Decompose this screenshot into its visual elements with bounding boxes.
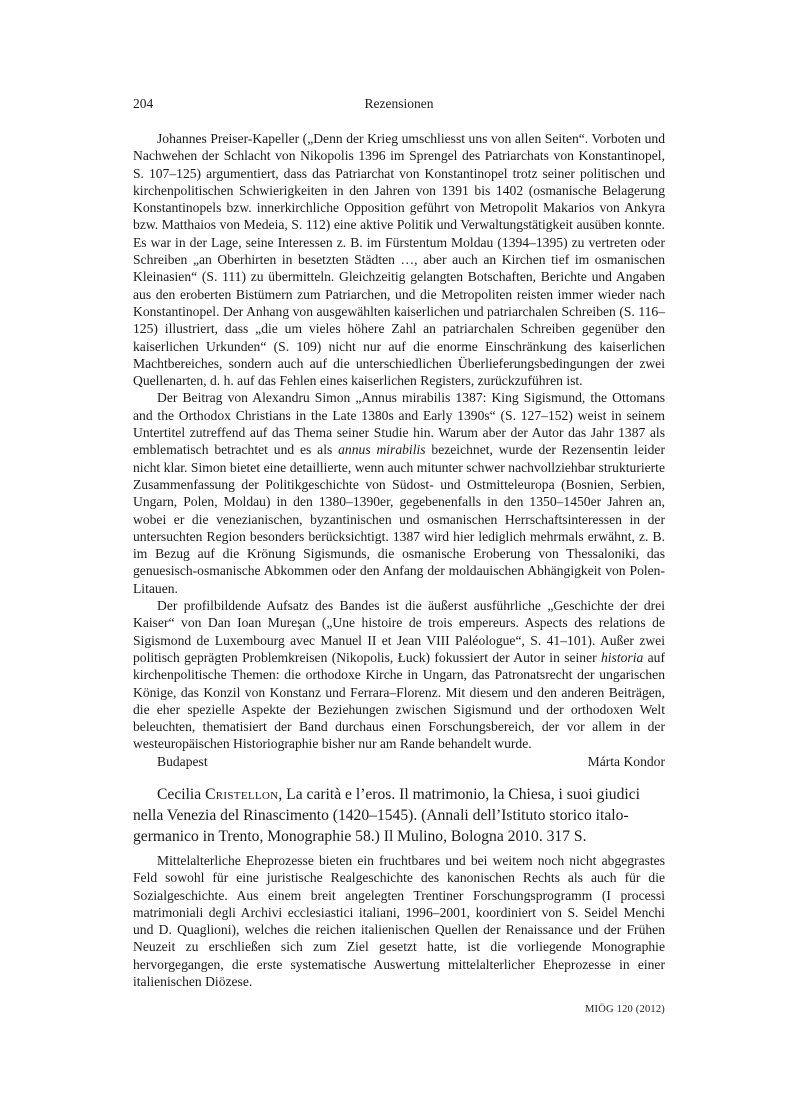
section-title: Rezensionen bbox=[364, 96, 434, 111]
paragraph-cristellon: Mittelalterliche Eheprozesse bieten ein fruchtbares und bei weitem noch nicht abgegrastes Feld sowohl für eine juristische Realgeschichte des kanonischen Rechts als auch für die Sozialgeschichte. Aus einem breit angelegten Trentiner Forschungsprogramm (I processi matrimoniali degli Archivi ecclesiastici italiani, 1996–2001, koordiniert von S. Seidel Menchi und D. Quaglioni), welches die reichen italienischen Quellen der Renaissance und der Frühen Neuzeit zu erschließen sich zum Ziel gesetzt hatte, ist die vorliegende Monographie hervorgegangen, die erste systematische Auswertung mittelalterlicher Eheprozesse in einer italienischen Diözese. bbox=[133, 853, 665, 990]
paragraph-muresan-text-a: Der profilbildende Aufsatz des Bandes ist die äußerst ausführliche „Geschichte der drei Kaiser“ von Dan Ioan Mureşan („Une histoire de trois empereurs. Aspects des relations de Sigismond de Luxembourg avec Manuel II et Jean VIII Paléologue“, S. 41–101). Außer zwei politisch geprägten Problemkreisen (Nikopolis, Łuck) fokussiert der Autor in seiner bbox=[133, 598, 665, 665]
page-number: 204 bbox=[133, 96, 154, 111]
journal-footer: MIÖG 120 (2012) bbox=[585, 1004, 665, 1015]
review-body-previous bbox=[133, 130, 665, 770]
paragraph-simon bbox=[133, 389, 665, 597]
paragraph-simon-text-b: bezeichnet, wurde der Rezensentin leider nicht klar. Simon bietet eine detaillierte, wenn auch mitunter schwer nachvollziehbar strukturierte Zusammenfassung der Politikgeschichte von Südost- und Ostmitteleuropa (Bosnien, Serbien, Ungarn, Polen, Moldau) in den 1380–1390er, gegebenenfalls in den 1350–1450er Jahren an, wobei er die venezianischen, byzantinischen und osmanischen Herrschaftsinteressen in der untersuchten Region besonders berücksichtigt. 1387 wird hier lediglich mehrmals erwähnt, z. B. im Bezug auf die Krönung Sigismunds, die osmanische Eroberung von Thessaloniki, das genuesisch-osmanische Abkommen oder den Anfang der moldauischen Abhängigkeit von Polen-Litauen. bbox=[133, 442, 665, 596]
signature-name: Márta Kondor bbox=[587, 753, 665, 769]
reviewer-signature bbox=[133, 753, 665, 770]
paragraph-simon-italic: annus mirabilis bbox=[338, 442, 426, 458]
document-page bbox=[133, 0, 665, 1101]
review-author-first: Cecilia bbox=[157, 786, 202, 803]
paragraph-simon-text-a: Der Beitrag von Alexandru Simon „Annus mirabilis 1387: King Sigismund, the Ottomans and the Orthodox Christians in the Late 1380s and Early 1390s“ (S. 127–152) weist in seinem Untertitel zutreffend auf das Thema seiner Studie hin. Warum aber der Autor das Jahr 1387 als emblematisch betrachtet und es als bbox=[133, 390, 665, 458]
review-heading bbox=[133, 785, 665, 847]
review-book-title: , La carità e l’eros. Il matrimonio, la Chiesa, i suoi giudici nella Venezia del Rinascimento (1420–1545). (Annali dell’Istituto storico italo-germanico in Trento, Monographie 58.) Il Mulino, Bologna 2010. 317 S. bbox=[133, 786, 640, 845]
paragraph-preiser-kapeller: Johannes Preiser-Kapeller („Denn der Krieg umschliesst uns von allen Seiten“. Vorboten und Nachwehen der Schlacht von Nikopolis 1396 im Sprengel des Patriarchats von Konstantinopel, S. 107–125) argumentiert, dass das Patriarchat von Konstantinopel trotz seiner politischen und kirchenpolitischen Schwierigkeiten in den Jahren von 1391 bis 1402 (osmanische Belagerung Konstantinopels bzw. innerkirchliche Opposition geführt von Metropolit Makarios von Ankyra bzw. Matthaios von Medeia, S. 112) eine aktive Politik und Verwaltungstätigkeit ausüben konnte. Es war in der Lage, seine Interessen z. B. im Fürstentum Moldau (1394–1395) zu vertreten oder Schreiben „an Oberhirten in besetzten Städten …, aber auch an Kirchen tief im osmanischen Kleinasien“ (S. 111) zu übermitteln. Gleichzeitig gelangten Botschaften, Berichte und Angaben aus den eroberten Bistümern zum Patriarchen, und die Metropoliten reisten immer wieder nach Konstantinopel. Der Anhang von ausgewählten kaiserlichen und patriarchalen Schreiben (S. 116–125) illustriert, dass „die um vieles höhere Zahl an patriarchalen Schreiben gegenüber den kaiserlichen Urkunden“ (S. 109) nicht nur auf die enorme Einschränkung des kaiserlichen Machtbereiches, sondern auch auf die unterschiedlichen Überlieferungsbedingungen der zwei Quellenarten, d. h. auf das Fehlen eines kaiserlichen Registers, zurückzuführen ist. bbox=[133, 131, 665, 389]
review-body-cristellon bbox=[133, 852, 665, 990]
paragraph-muresan bbox=[133, 597, 665, 753]
signature-place: Budapest bbox=[157, 753, 208, 769]
paragraph-muresan-text-b: auf kirchenpolitische Themen: die orthodoxe Kirche in Ungarn, das Patronatsrecht der ungarischen Könige, das Konzil von Konstanz und Ferrara–Florenz. Mit diesem und den anderen Beiträgen, die eher spezielle Aspekte der Beziehungen zwischen Sigismund und der orthodoxen Welt beleuchten, thematisiert der Band durchaus einen Forschungsbereich, der vor allem in der westeuropäischen Historiographie bisher nur am Rande behandelt wurde. bbox=[133, 649, 665, 752]
paragraph-muresan-italic: historia bbox=[600, 649, 644, 665]
review-author-last: Cristellon bbox=[205, 786, 279, 803]
